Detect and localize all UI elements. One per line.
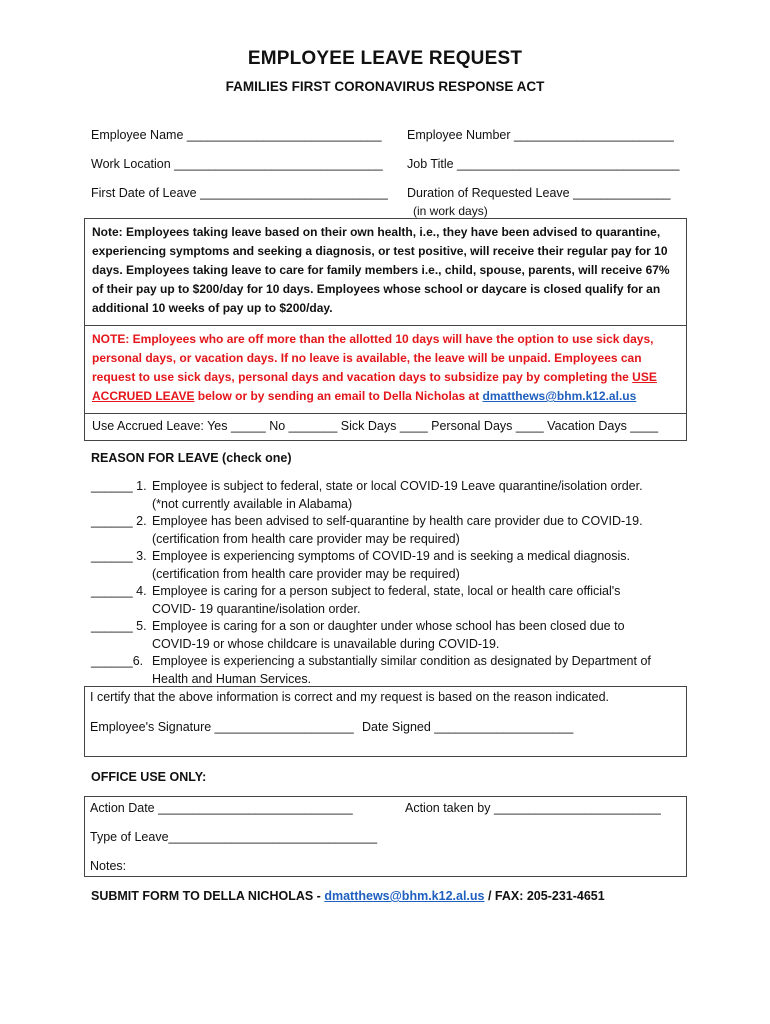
employee-signature-field[interactable]: Employee's Signature ____________________ (90, 720, 354, 734)
email-link[interactable]: dmatthews@bhm.k12.al.us (482, 389, 637, 403)
accrued-leave-row[interactable] (84, 413, 687, 441)
reason-blank[interactable]: ______6. (91, 654, 144, 668)
health-note-box (84, 218, 687, 326)
reason-subtext: COVID- 19 quarantine/isolation order. (152, 601, 361, 616)
accrued-note-text: NOTE: Employees who are off more than the allotted 10 days will have the option to use sick days, personal days, or vacation days. If no leave is available, the leave will be unpaid. Employees can request to use sick days, personal days and vacation days to subsidize pay by completing the (92, 332, 654, 384)
reason-subtext: (certification from health care provider may be required) (152, 531, 460, 546)
reason-text: Employee has been advised to self-quarantine by health care provider due to COVID-19. (152, 514, 643, 528)
employee-number-field[interactable]: Employee Number _______________________ (407, 128, 674, 142)
reason-text: Employee is experiencing symptoms of COVID-19 and is seeking a medical diagnosis. (152, 549, 631, 563)
office-use-box (84, 796, 687, 877)
notes-field[interactable]: Notes: (90, 859, 127, 873)
submit-prefix: SUBMIT FORM TO DELLA NICHOLAS - (91, 889, 325, 903)
submit-email-link[interactable]: dmatthews@bhm.k12.al.us (324, 889, 485, 903)
duration-of-leave-field[interactable]: Duration of Requested Leave ______________ (407, 186, 671, 200)
duration-unit-label: (in work days) (413, 204, 488, 218)
accrued-leave-options[interactable]: Use Accrued Leave: Yes _____ No _______ Sick Days ____ Personal Days ____ Vacation Days ____ (92, 419, 659, 433)
reason-blank[interactable]: ______ 4. (91, 584, 147, 598)
health-note-text: Note: Employees taking leave based on their own health, i.e., they have been advised to quarantine, experiencing symptoms and seeking a diagnosis, or test positive, will receive their regular pay for 10 days. Employees taking leave to care for family members i.e., child, spouse, parents, will receive 67% of their pay up to $200/day for 10 days. Employees whose school or daycare is closed qualify for an additional 10 weeks of pay up to $200/day. (92, 225, 670, 315)
reason-blank[interactable]: ______ 1. (91, 479, 147, 493)
submit-instructions (91, 889, 605, 903)
employee-name-field[interactable]: Employee Name ____________________________ (91, 128, 382, 142)
reason-text: Employee is caring for a person subject to federal, state, local or health care official's (152, 584, 621, 598)
reason-subtext: COVID-19 or whose childcare is unavailable during COVID-19. (152, 636, 500, 651)
reason-text: Employee is experiencing a substantially similar condition as designated by Department of (152, 654, 651, 668)
submit-fax: / FAX: 205-231-4651 (484, 889, 605, 903)
work-location-field[interactable]: Work Location ______________________________ (91, 157, 383, 171)
reason-text: Employee is caring for a son or daughter under whose school has been closed due to (152, 619, 625, 633)
office-use-heading: OFFICE USE ONLY: (91, 770, 207, 784)
page-title: EMPLOYEE LEAVE REQUEST (247, 48, 523, 69)
reason-heading: REASON FOR LEAVE (check one) (91, 451, 292, 465)
accrued-note-text-2: below or by sending an email to Della Nicholas at (194, 389, 483, 403)
type-of-leave-field[interactable]: Type of Leave______________________________ (90, 830, 378, 844)
job-title-field[interactable]: Job Title ________________________________ (407, 157, 680, 171)
accrued-leave-note-box (84, 325, 687, 414)
reason-text: Employee is subject to federal, state or local COVID-19 Leave quarantine/isolation order. (152, 479, 643, 493)
reason-blank[interactable]: ______ 2. (91, 514, 147, 528)
page-subtitle: FAMILIES FIRST CORONAVIRUS RESPONSE ACT (225, 79, 545, 94)
reason-subtext: Health and Human Services. (152, 671, 312, 686)
reason-subtext: (*not currently available in Alabama) (152, 496, 353, 511)
reason-blank[interactable]: ______ 3. (91, 549, 147, 563)
date-signed-field[interactable]: Date Signed ____________________ (362, 720, 574, 734)
reason-blank[interactable]: ______ 5. (91, 619, 147, 633)
reason-subtext: (certification from health care provider may be required) (152, 566, 460, 581)
action-date-field[interactable]: Action Date ____________________________ (90, 801, 353, 815)
certification-box (84, 686, 687, 757)
first-date-of-leave-field[interactable]: First Date of Leave ___________________________ (91, 186, 388, 200)
use-accrued-leave-link[interactable]: USE ACCRUED LEAVE (92, 370, 657, 403)
action-taken-field[interactable]: Action taken by ________________________ (405, 801, 661, 815)
certification-statement: I certify that the above information is correct and my request is based on the reason indicated. (90, 690, 610, 704)
